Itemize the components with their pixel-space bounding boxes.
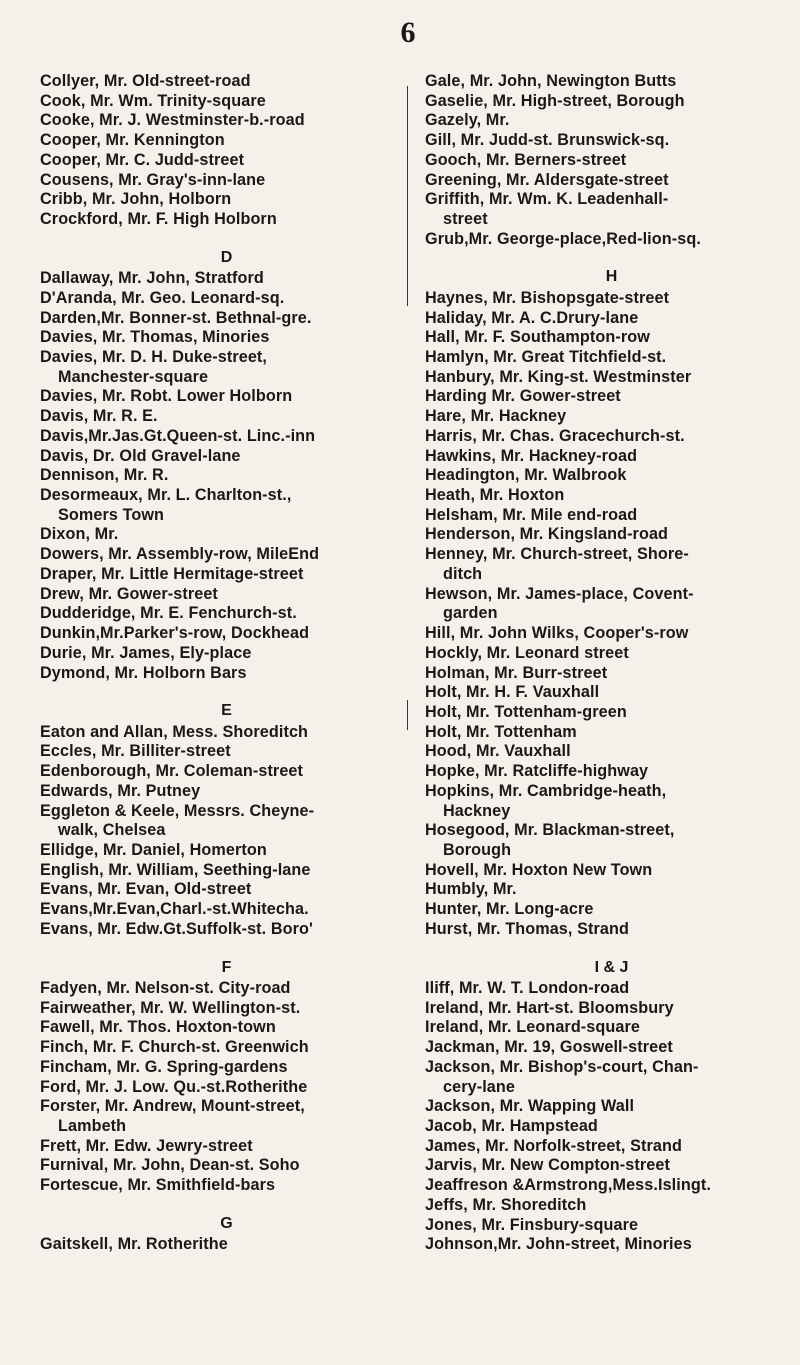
directory-entry (425, 979, 790, 999)
directory-entry (40, 585, 405, 605)
directory-entry (425, 171, 790, 191)
left-column (40, 72, 405, 1255)
entry-line: Hunter, Mr. Long-acre (425, 900, 594, 919)
entry-line: Eggleton & Keele, Messrs. Cheyne- (40, 801, 315, 820)
directory-entry (425, 407, 790, 427)
entry-line: Hewson, Mr. James-place, Covent- (425, 584, 694, 603)
entry-line: Harding Mr. Gower-street (425, 387, 621, 406)
entry-line: Cribb, Mr. John, Holborn (40, 190, 232, 209)
column-rule-upper (407, 86, 408, 306)
entry-line: Edwards, Mr. Putney (40, 781, 201, 800)
directory-entry (425, 387, 790, 407)
directory-entry (425, 703, 790, 723)
directory-entry (40, 1038, 405, 1058)
entry-line: Ireland, Mr. Leonard-square (425, 1018, 640, 1037)
entry-line: Iliff, Mr. W. T. London-road (425, 978, 630, 997)
directory-entry (40, 1235, 405, 1255)
directory-entry (40, 880, 405, 900)
entry-continuation: ditch (443, 564, 483, 583)
directory-entry (40, 782, 405, 802)
entry-line: Evans,Mr.Evan,Charl.-st.Whitecha. (40, 900, 309, 919)
entry-line: Furnival, Mr. John, Dean-st. Soho (40, 1156, 300, 1175)
directory-entry (425, 664, 790, 684)
directory-entry (40, 624, 405, 644)
directory-entry (40, 545, 405, 565)
directory-entry (40, 723, 405, 743)
directory-entry (425, 861, 790, 881)
entry-line: Hanbury, Mr. King-st. Westminster (425, 367, 692, 386)
entry-line: English, Mr. William, Seething-lane (40, 860, 311, 879)
directory-entry (40, 604, 405, 624)
section-heading: H (605, 268, 618, 286)
directory-entry (425, 585, 790, 624)
entry-line: Haynes, Mr. Bishopsgate-street (425, 288, 670, 307)
section-heading: I & J (594, 958, 629, 976)
entry-continuation: Lambeth (58, 1116, 127, 1135)
directory-entry (425, 683, 790, 703)
directory-entry (425, 920, 790, 940)
directory-entry (40, 407, 405, 427)
entry-line: Jackson, Mr. Bishop's-court, Chan- (425, 1057, 699, 1076)
entry-line: Drew, Mr. Gower-street (40, 584, 218, 603)
entry-line: Frett, Mr. Edw. Jewry-street (40, 1136, 253, 1155)
directory-entry (425, 723, 790, 743)
directory-entry (40, 348, 405, 387)
directory-entry (40, 131, 405, 151)
directory-entry (40, 900, 405, 920)
entry-line: Helsham, Mr. Mile end-road (425, 505, 638, 524)
entry-line: Gooch, Mr. Berners-street (425, 150, 627, 169)
entry-line: Haliday, Mr. A. C.Drury-lane (425, 308, 639, 327)
entry-line: Gaitskell, Mr. Rotherithe (40, 1235, 228, 1254)
directory-entry (425, 230, 790, 250)
directory-entry (40, 1176, 405, 1196)
entry-line: Jackman, Mr. 19, Goswell-street (425, 1038, 673, 1057)
entry-line: Collyer, Mr. Old-street-road (40, 72, 251, 90)
entry-line: Dymond, Mr. Holborn Bars (40, 663, 247, 682)
directory-entry (425, 111, 790, 131)
entry-line: Jackson, Mr. Wapping Wall (425, 1097, 635, 1116)
entry-line: Cook, Mr. Wm. Trinity-square (40, 91, 266, 110)
directory-entry (425, 999, 790, 1019)
section-heading: F (221, 958, 232, 976)
entry-line: Hovell, Mr. Hoxton New Town (425, 860, 653, 879)
entry-line: Grub,Mr. George-place,Red-lion-sq. (425, 229, 701, 248)
directory-entry (40, 387, 405, 407)
entry-line: Davis, Mr. R. E. (40, 407, 158, 426)
directory-entry (425, 1196, 790, 1216)
directory-entry (425, 190, 790, 229)
entry-line: Dennison, Mr. R. (40, 466, 169, 485)
entry-line: Holt, Mr. H. F. Vauxhall (425, 683, 600, 702)
section-heading: G (220, 1214, 233, 1232)
entry-line: Gazely, Mr. (425, 111, 510, 130)
section-heading: D (220, 248, 233, 266)
directory-entry (425, 72, 790, 92)
directory-entry (425, 1097, 790, 1117)
entry-line: Draper, Mr. Little Hermitage-street (40, 564, 304, 583)
directory-entry (425, 466, 790, 486)
entry-continuation: cery-lane (443, 1077, 515, 1096)
directory-entry (40, 802, 405, 841)
directory-entry (425, 1038, 790, 1058)
directory-entry (425, 1216, 790, 1236)
directory-entry (40, 999, 405, 1019)
directory-entry (40, 841, 405, 861)
entry-line: Jones, Mr. Finsbury-square (425, 1215, 639, 1234)
section-heading: E (221, 702, 232, 720)
directory-entry (40, 525, 405, 545)
entry-continuation: street (443, 210, 488, 229)
entry-line: Gill, Mr. Judd-st. Brunswick-sq. (425, 131, 670, 150)
entry-line: Darden,Mr. Bonner-st. Bethnal-gre. (40, 308, 312, 327)
entry-line: Eaton and Allan, Mess. Shoreditch (40, 722, 309, 741)
entry-line: Evans, Mr. Edw.Gt.Suffolk-st. Boro' (40, 919, 313, 938)
directory-entry (425, 92, 790, 112)
entry-line: Cooper, Mr. Kennington (40, 131, 225, 150)
entry-line: Jeaffreson &Armstrong,Mess.Islingt. (425, 1176, 711, 1195)
right-column (425, 72, 790, 1255)
entry-continuation: Hackney (443, 801, 511, 820)
entry-continuation: Somers Town (58, 505, 165, 524)
entry-continuation: garden (443, 604, 498, 623)
directory-entry (425, 328, 790, 348)
entry-line: Finch, Mr. F. Church-st. Greenwich (40, 1038, 309, 1057)
entry-line: Fincham, Mr. G. Spring-gardens (40, 1057, 288, 1076)
entry-line: Fairweather, Mr. W. Wellington-st. (40, 998, 301, 1017)
entry-line: Cooke, Mr. J. Westminster-b.-road (40, 111, 305, 130)
directory-entry (40, 269, 405, 289)
entry-line: Holt, Mr. Tottenham-green (425, 702, 627, 721)
entry-line: Humbly, Mr. (425, 880, 517, 899)
entry-line: Harris, Mr. Chas. Gracechurch-st. (425, 426, 685, 445)
entry-line: Dudderidge, Mr. E. Fenchurch-st. (40, 604, 297, 623)
directory-entry (40, 920, 405, 940)
entry-continuation: walk, Chelsea (58, 821, 166, 840)
entry-line: Hare, Mr. Hackney (425, 407, 567, 426)
entry-line: Dallaway, Mr. John, Stratford (40, 269, 264, 288)
directory-entry (425, 762, 790, 782)
entry-line: Davies, Mr. Robt. Lower Holborn (40, 387, 293, 406)
entry-line: Holman, Mr. Burr-street (425, 663, 608, 682)
entry-line: Davis, Dr. Old Gravel-lane (40, 446, 241, 465)
directory-entry (40, 1058, 405, 1078)
entry-line: Holt, Mr. Tottenham (425, 722, 577, 741)
directory-entry (425, 309, 790, 329)
directory-entry (40, 92, 405, 112)
directory-entry (40, 1137, 405, 1157)
entry-line: Hood, Mr. Vauxhall (425, 742, 571, 761)
entry-line: Hamlyn, Mr. Great Titchfield-st. (425, 348, 667, 367)
directory-entry (425, 486, 790, 506)
directory-entry (40, 644, 405, 664)
directory-entry (40, 466, 405, 486)
entry-line: Hosegood, Mr. Blackman-street, (425, 821, 675, 840)
directory-entry (40, 664, 405, 684)
directory-entry (425, 1235, 790, 1255)
directory-entry (425, 782, 790, 821)
entry-line: Eccles, Mr. Billiter-street (40, 742, 231, 761)
directory-entry (425, 1176, 790, 1196)
directory-entry (40, 427, 405, 447)
directory-entry (40, 1018, 405, 1038)
entry-line: Henderson, Mr. Kingsland-road (425, 525, 669, 544)
directory-entry (425, 447, 790, 467)
entry-line: Griffith, Mr. Wm. K. Leadenhall- (425, 190, 669, 209)
page-number: 6 (400, 16, 416, 49)
directory-entry (425, 525, 790, 545)
directory-entry (425, 506, 790, 526)
entry-continuation: Manchester-square (58, 367, 209, 386)
directory-entry (425, 131, 790, 151)
entry-line: Dixon, Mr. (40, 525, 119, 544)
entry-line: Fortescue, Mr. Smithfield-bars (40, 1176, 276, 1195)
entry-line: Headington, Mr. Walbrook (425, 466, 627, 485)
entry-line: Cooper, Mr. C. Judd-street (40, 150, 245, 169)
entry-line: Hurst, Mr. Thomas, Strand (425, 919, 629, 938)
entry-line: Hawkins, Mr. Hackney-road (425, 446, 638, 465)
directory-entry (40, 111, 405, 131)
directory-entry (40, 171, 405, 191)
entry-line: Hockly, Mr. Leonard street (425, 643, 629, 662)
entry-line: Davies, Mr. D. H. Duke-street, (40, 348, 268, 367)
directory-entry (40, 742, 405, 762)
directory-entry (425, 880, 790, 900)
directory-entry (425, 427, 790, 447)
directory-entry (425, 1117, 790, 1137)
entry-line: Ellidge, Mr. Daniel, Homerton (40, 840, 267, 859)
directory-entry (425, 151, 790, 171)
directory-entry (425, 624, 790, 644)
directory-entry (40, 565, 405, 585)
entry-line: Evans, Mr. Evan, Old-street (40, 880, 252, 899)
entry-line: Cousens, Mr. Gray's-inn-lane (40, 170, 266, 189)
column-rule-lower (407, 700, 408, 730)
entry-line: Ireland, Mr. Hart-st. Bloomsbury (425, 998, 674, 1017)
directory-entry (40, 1097, 405, 1136)
directory-entry (40, 72, 405, 92)
entry-line: Gale, Mr. John, Newington Butts (425, 72, 677, 90)
directory-entry (40, 289, 405, 309)
entry-line: Hopke, Mr. Ratcliffe-highway (425, 762, 649, 781)
directory-entry (40, 328, 405, 348)
directory-entry (40, 861, 405, 881)
directory-entry (425, 821, 790, 860)
directory-entry (40, 979, 405, 999)
directory-entry (40, 309, 405, 329)
directory-entry (425, 1156, 790, 1176)
directory-entry (40, 447, 405, 467)
entry-line: Hill, Mr. John Wilks, Cooper's-row (425, 624, 689, 643)
entry-line: Jeffs, Mr. Shoreditch (425, 1195, 587, 1214)
directory-entry (425, 545, 790, 584)
directory-entry (425, 742, 790, 762)
directory-entry (40, 1156, 405, 1176)
directory-entry (40, 762, 405, 782)
directory-entry (425, 368, 790, 388)
directory-entry (425, 1058, 790, 1097)
directory-entry (40, 190, 405, 210)
entry-line: Edenborough, Mr. Coleman-street (40, 762, 304, 781)
entry-line: Davis,Mr.Jas.Gt.Queen-st. Linc.-inn (40, 426, 316, 445)
entry-line: Jarvis, Mr. New Compton-street (425, 1156, 670, 1175)
directory-entry (40, 210, 405, 230)
entry-line: Desormeaux, Mr. L. Charlton-st., (40, 486, 292, 505)
entry-line: Fawell, Mr. Thos. Hoxton-town (40, 1018, 276, 1037)
entry-line: James, Mr. Norfolk-street, Strand (425, 1136, 682, 1155)
directory-entry (40, 486, 405, 525)
entry-line: Henney, Mr. Church-street, Shore- (425, 545, 689, 564)
entry-line: Heath, Mr. Hoxton (425, 486, 565, 505)
entry-line: Ford, Mr. J. Low. Qu.-st.Rotherithe (40, 1077, 308, 1096)
directory-entry (425, 348, 790, 368)
entry-line: Durie, Mr. James, Ely-place (40, 643, 252, 662)
entry-line: Hall, Mr. F. Southampton-row (425, 328, 650, 347)
directory-entry (40, 151, 405, 171)
directory-entry (425, 1018, 790, 1038)
entry-line: Gaselie, Mr. High-street, Borough (425, 91, 685, 110)
directory-entry (425, 900, 790, 920)
entry-line: Hopkins, Mr. Cambridge-heath, (425, 781, 667, 800)
entry-line: Dunkin,Mr.Parker's-row, Dockhead (40, 624, 310, 643)
entry-line: Forster, Mr. Andrew, Mount-street, (40, 1097, 305, 1116)
entry-line: Crockford, Mr. F. High Holborn (40, 210, 277, 229)
entry-line: Johnson,Mr. John-street, Minories (425, 1235, 692, 1254)
entry-continuation: Borough (443, 840, 512, 859)
directory-entry (425, 1137, 790, 1157)
entry-line: Dowers, Mr. Assembly-row, MileEnd (40, 545, 320, 564)
entry-line: Jacob, Mr. Hampstead (425, 1117, 598, 1135)
directory-entry (425, 289, 790, 309)
entry-line: Fadyen, Mr. Nelson-st. City-road (40, 978, 291, 997)
entry-line: Davies, Mr. Thomas, Minories (40, 328, 270, 347)
entry-line: Greening, Mr. Aldersgate-street (425, 170, 669, 189)
directory-entry (425, 644, 790, 664)
entry-line: D'Aranda, Mr. Geo. Leonard-sq. (40, 288, 285, 307)
directory-entry (40, 1078, 405, 1098)
